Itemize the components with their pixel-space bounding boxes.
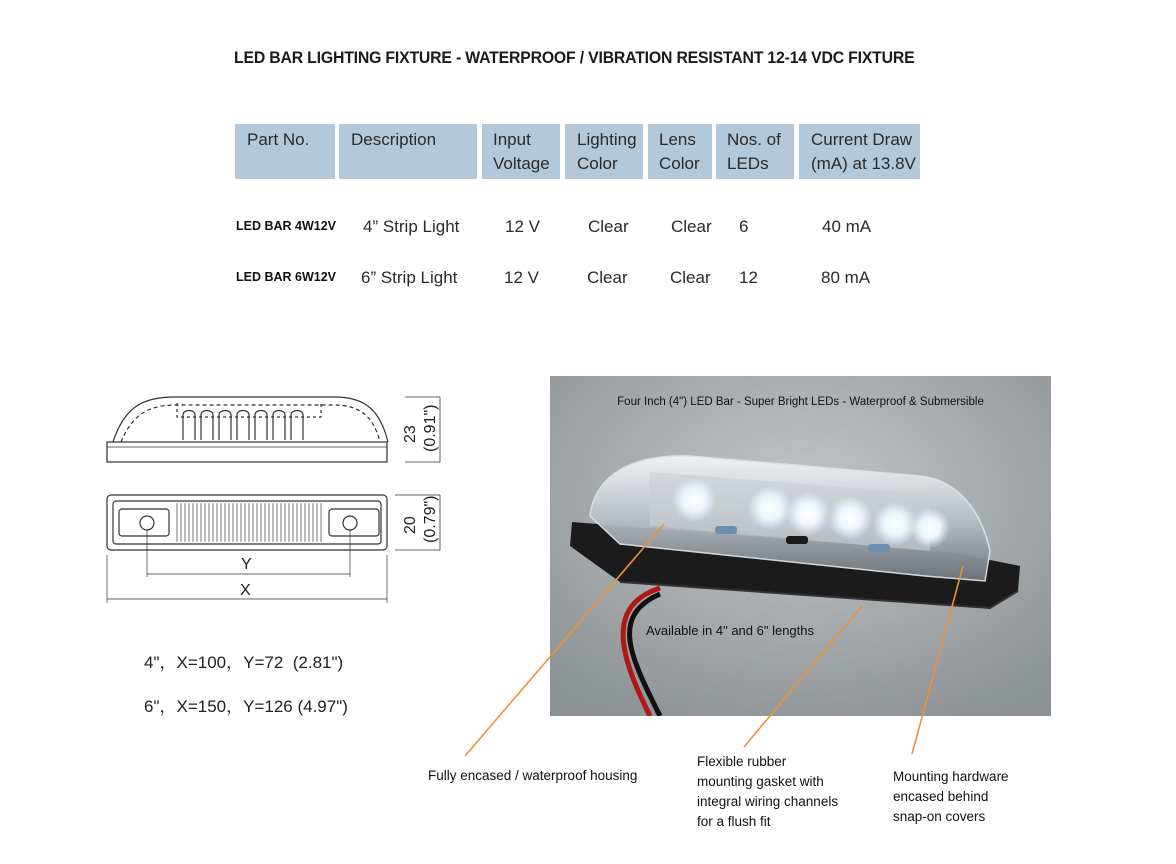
y-dimension-label: Y — [241, 556, 252, 573]
row2-description: 6” Strip Light — [361, 268, 458, 287]
row2-lighting: Clear — [587, 268, 628, 287]
row1-leds: 6 — [739, 217, 749, 236]
technical-drawing — [95, 385, 455, 615]
row2-voltage: 12 V — [504, 268, 539, 287]
height-mm-label: 23 — [402, 425, 419, 443]
row1-lens: Clear — [671, 217, 712, 236]
row1-voltage: 12 V — [505, 217, 540, 236]
photo-caption: Four Inch (4") LED Bar - Super Bright LEDs - Waterproof & Submersible — [617, 396, 984, 408]
page-title: LED BAR LIGHTING FIXTURE - WATERPROOF / VIBRATION RESISTANT 12-14 VDC FIXTURE — [234, 48, 915, 67]
product-photo — [550, 376, 1051, 716]
callout-gasket-line: Flexible rubber — [697, 754, 787, 769]
row2-leds: 12 — [739, 268, 758, 287]
row1-description: 4” Strip Light — [363, 217, 460, 236]
row1-part-no: LED BAR 4W12V — [236, 219, 337, 233]
callout-gasket-line: integral wiring channels — [697, 794, 839, 809]
callout-hardware-line: encased behind — [893, 789, 989, 804]
row1-current: 40 mA — [822, 217, 872, 236]
dimension-6in: 6"，X=150，Y=126 (4.97") — [144, 697, 348, 716]
callout-gasket-line: mounting gasket with — [697, 774, 824, 789]
availability-text: Available in 4" and 6" lengths — [646, 623, 814, 638]
header-description: Description — [339, 124, 477, 179]
header-input-voltage: Input Voltage — [482, 124, 560, 179]
row2-part-no: LED BAR 6W12V — [236, 270, 337, 284]
callout-hardware — [893, 767, 1009, 827]
header-lighting-color: Lighting Color — [565, 124, 643, 179]
row2-lens: Clear — [670, 268, 711, 287]
height-in-label: (0.91") — [422, 404, 439, 452]
header-part-no: Part No. — [235, 124, 335, 179]
dimension-4in: 4"，X=100，Y=72 (2.81") — [144, 653, 344, 672]
width-in-label: (0.79") — [422, 495, 439, 543]
width-mm-label: 20 — [402, 516, 419, 534]
row1-lighting: Clear — [588, 217, 629, 236]
callout-hardware-line: Mounting hardware — [893, 769, 1009, 784]
callout-gasket — [697, 752, 838, 832]
callout-housing: Fully encased / waterproof housing — [428, 768, 638, 783]
x-dimension-label: X — [240, 582, 251, 599]
callout-hardware-line: snap-on covers — [893, 809, 986, 824]
callout-gasket-line: for a flush fit — [697, 814, 771, 829]
header-lens-color: Lens Color — [648, 124, 712, 179]
header-current-draw: Current Draw (mA) at 13.8V — [799, 124, 920, 179]
row2-current: 80 mA — [821, 268, 871, 287]
header-nos-leds: Nos. of LEDs — [716, 124, 794, 179]
